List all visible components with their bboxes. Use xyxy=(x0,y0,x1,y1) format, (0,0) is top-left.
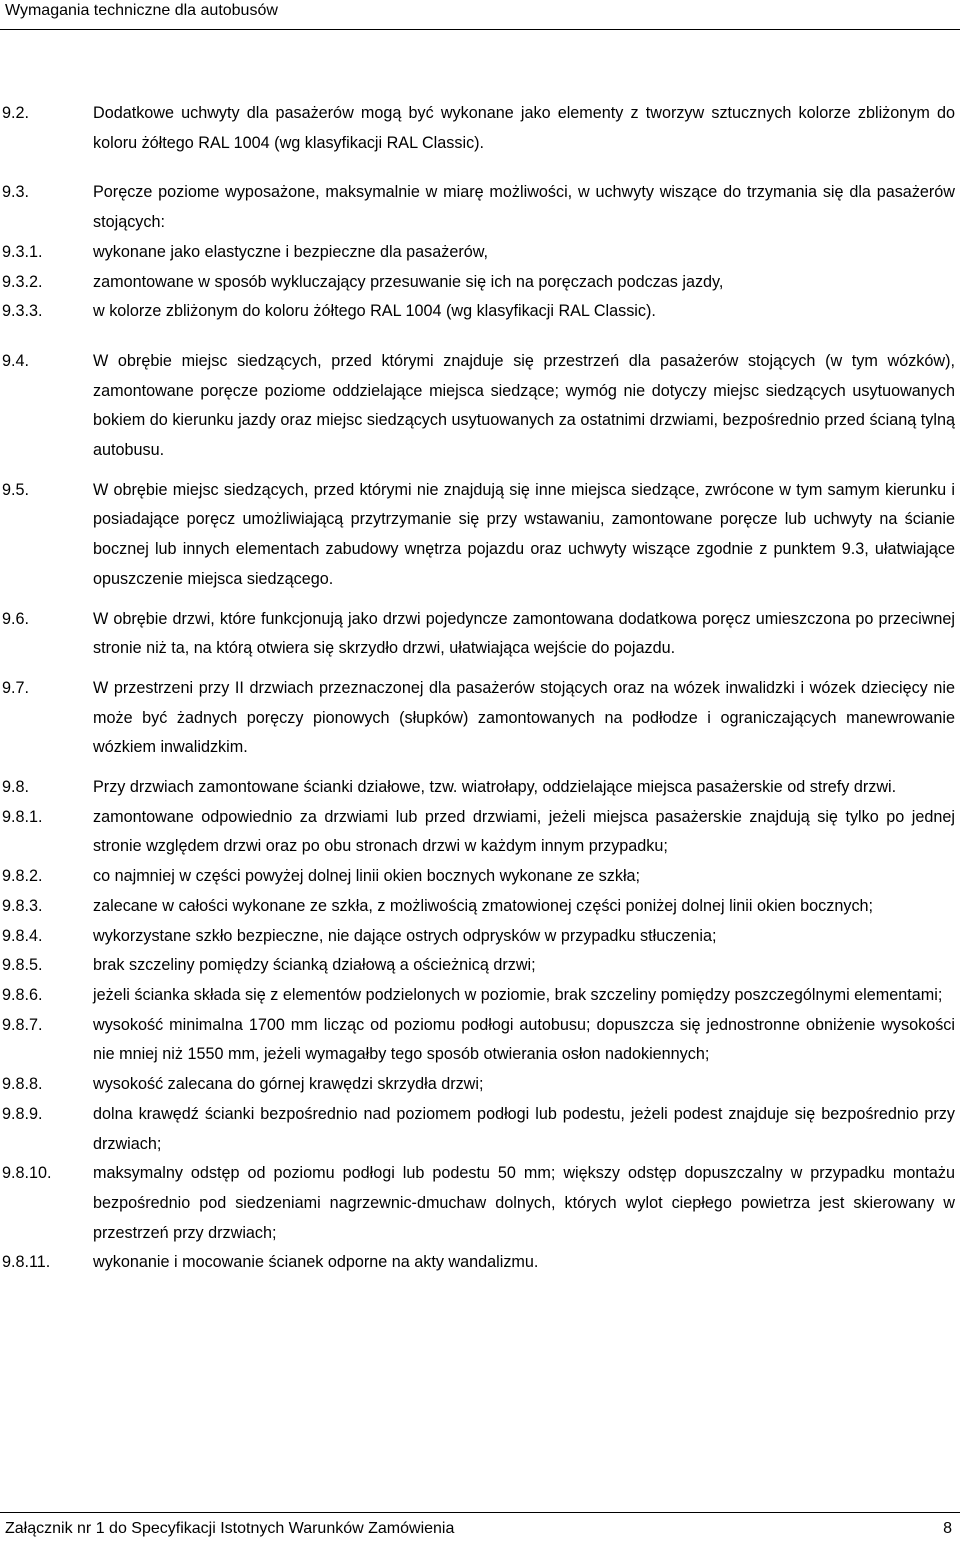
section-number: 9.7. xyxy=(2,678,30,697)
section-item xyxy=(0,1070,960,1100)
section-item xyxy=(0,1011,960,1070)
section-number: 9.8.5. xyxy=(2,956,43,975)
section-text: jeżeli ścianka składa się z elementów podzielonych w poziomie, brak szczeliny pomiędzy poszczególnymi elementami; xyxy=(93,985,943,1004)
section-text: wykorzystane szkło bezpieczne, nie dające ostrych odprysków w przypadku stłuczenia; xyxy=(93,926,717,945)
section-item xyxy=(0,605,960,664)
section-item xyxy=(0,347,960,466)
section-text: Dodatkowe uchwyty dla pasażerów mogą być wykonane jako elementy z tworzyw sztucznych kolorze zbliżonym do koloru żółtego RAL 1004 (wg klasyfikacji RAL Classic). xyxy=(93,104,955,152)
section-text: wykonanie i mocowanie ścianek odporne na akty wandalizmu. xyxy=(93,1253,539,1272)
header-divider xyxy=(0,29,960,30)
section-item xyxy=(0,862,960,892)
section-text: brak szczeliny pomiędzy ścianką działową a ościeżnicą drzwi; xyxy=(93,956,536,975)
section-item xyxy=(0,981,960,1011)
section-item xyxy=(0,1100,960,1159)
section-number: 9.8.10. xyxy=(2,1164,52,1183)
section-text: wysokość zalecana do górnej krawędzi skrzydła drzwi; xyxy=(93,1075,484,1094)
section-number: 9.3. xyxy=(2,183,30,202)
page-number: 8 xyxy=(943,1520,952,1537)
section-item xyxy=(0,803,960,862)
section-item xyxy=(0,178,960,237)
section-number: 9.8. xyxy=(2,778,30,797)
section-text: Poręcze poziome wyposażone, maksymalnie w miarę możliwości, w uchwyty wiszące do trzymania się dla pasażerów stojących: xyxy=(93,183,955,232)
section-number: 9.5. xyxy=(2,480,30,499)
section-item xyxy=(0,922,960,952)
section-item xyxy=(0,99,960,158)
section-number: 9.8.3. xyxy=(2,896,43,915)
section-item xyxy=(0,674,960,763)
header-title: Wymagania techniczne dla autobusów xyxy=(5,2,278,19)
section-text: co najmniej w części powyżej dolnej linii okien bocznych wykonane ze szkła; xyxy=(93,867,641,886)
section-item xyxy=(0,951,960,981)
page-footer xyxy=(0,1512,960,1541)
section-number: 9.8.1. xyxy=(2,807,43,826)
section-item xyxy=(0,476,960,595)
document-body xyxy=(0,99,960,1278)
section-text: dolna krawędź ścianki bezpośrednio nad poziomem podłogi lub podestu, jeżeli podest znajduje się bezpośrednio przy drzwiach; xyxy=(93,1104,955,1153)
section-text: wykonane jako elastyczne i bezpieczne dla pasażerów, xyxy=(93,242,489,261)
section-text: W obrębie miejsc siedzących, przed którymi znajduje się przestrzeń dla pasażerów stojących (w tym wózków), zamontowane poręcze poziome oddzielające miejsca siedzące; wymóg nie dotyczy miejsc siedzących usytuowanych bokiem do kierunku jazdy oraz miejsc siedzących usytuowanych za ostatnimi drzwiami, bezpośrednio przed ścianą tylną autobusu. xyxy=(93,351,955,460)
section-text: W obrębie drzwi, które funkcjonują jako drzwi pojedyncze zamontowana dodatkowa poręcz umieszczona po przeciwnej stronie niż ta, na którą otwiera się skrzydło drzwi, ułatwiająca wejście do pojazdu. xyxy=(93,609,955,658)
section-number: 9.3.2. xyxy=(2,272,43,291)
section-text: zamontowane odpowiednio za drzwiami lub przed drzwiami, jeżeli miejsca pasażerskie znajdują się tylko po jednej stronie względem drzwi oraz po obu stronach drzwi w każdym innym przypadku; xyxy=(93,807,955,856)
section-text: maksymalny odstęp od poziomu podłogi lub podestu 50 mm; większy odstęp dopuszczalny w przypadku montażu bezpośrednio pod siedzeniami nagrzewnic-dmuchaw dolnych, których wylot ciepłego powietrza jest skierowany w przestrzeń przy drzwiach; xyxy=(93,1164,955,1242)
section-item xyxy=(0,238,960,268)
footer-divider xyxy=(0,1512,960,1513)
section-item xyxy=(0,773,960,803)
section-text: Przy drzwiach zamontowane ścianki działowe, tzw. wiatrołapy, oddzielające miejsca pasażerskie od strefy drzwi. xyxy=(93,778,897,797)
page-header xyxy=(0,0,960,30)
section-number: 9.2. xyxy=(2,104,30,122)
section-number: 9.8.7. xyxy=(2,1015,43,1034)
section-item xyxy=(0,268,960,298)
footer-text: Załącznik nr 1 do Specyfikacji Istotnych Warunków Zamówienia xyxy=(5,1520,455,1537)
section-text: zamontowane w sposób wykluczający przesuwanie się ich na poręczach podczas jazdy, xyxy=(93,272,724,291)
section-number: 9.6. xyxy=(2,609,30,628)
section-number: 9.8.6. xyxy=(2,985,43,1004)
section-number: 9.3.1. xyxy=(2,242,43,261)
section-number: 9.8.4. xyxy=(2,926,43,945)
section-text: w kolorze zbliżonym do koloru żółtego RAL 1004 (wg klasyfikacji RAL Classic). xyxy=(93,302,656,321)
section-number: 9.3.3. xyxy=(2,302,43,321)
section-number: 9.8.8. xyxy=(2,1075,43,1094)
section-number: 9.8.11. xyxy=(2,1253,51,1272)
section-item xyxy=(0,1159,960,1248)
section-item xyxy=(0,297,960,327)
section-text: W obrębie miejsc siedzących, przed którymi nie znajdują się inne miejsca siedzące, zwrócone w tym samym kierunku i posiadające poręcz umożliwiającą przytrzymanie się przy wstawaniu, zamontowane poręcze lub uchwyty na ścianie bocznej lub innych elementach zabudowy wnętrza pojazdu oraz uchwyty wiszące zgodnie z punktem 9.3, ułatwiające opuszczenie miejsca siedzącego. xyxy=(93,480,955,588)
section-number: 9.8.9. xyxy=(2,1104,43,1123)
section-number: 9.4. xyxy=(2,351,30,370)
section-item xyxy=(0,1248,960,1278)
section-item xyxy=(0,892,960,922)
section-number: 9.8.2. xyxy=(2,867,43,886)
section-text: zalecane w całości wykonane ze szkła, z możliwością zmatowionej części poniżej dolnej linii okien bocznych; xyxy=(93,896,874,915)
section-text: W przestrzeni przy II drzwiach przeznaczonej dla pasażerów stojących oraz na wózek inwalidzki i wózek dziecięcy nie może być żadnych poręczy pionowych (słupków) zamontowanych na podłodze i ograniczających manewrowanie wózkiem inwalidzkim. xyxy=(93,678,955,757)
section-text: wysokość minimalna 1700 mm licząc od poziomu podłogi autobusu; dopuszcza się jednostronne obniżenie wysokości nie mniej niż 1550 mm, jeżeli wymagałby tego sposób otwierania osłon nadokiennych; xyxy=(93,1015,955,1064)
